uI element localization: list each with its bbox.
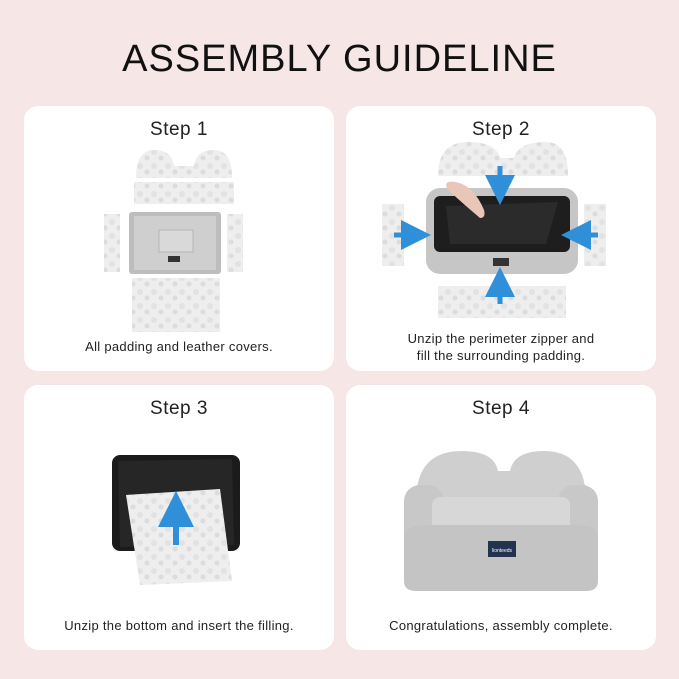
step-4-label: Step 4 [472, 398, 530, 419]
step-1-illustration [24, 106, 334, 371]
padding-piece [136, 150, 232, 178]
step-3-card [24, 385, 334, 650]
step-1-caption: All padding and leather covers. [85, 339, 273, 354]
padding-piece [227, 214, 243, 272]
padding-piece [104, 214, 120, 272]
step-4-illustration [346, 385, 656, 650]
step-3-caption: Unzip the bottom and insert the filling. [64, 618, 294, 633]
step-2-caption-line-2: fill the surrounding padding. [416, 348, 586, 363]
brand-tag [168, 256, 180, 262]
step-3-illustration [24, 385, 334, 650]
step-2-caption-line-1: Unzip the perimeter zipper and [407, 331, 595, 346]
step-2-label: Step 2 [472, 119, 530, 140]
page-title: ASSEMBLY GUIDELINE [122, 38, 557, 80]
step-4-caption: Congratulations, assembly complete. [389, 618, 613, 633]
padding-piece [132, 278, 220, 332]
padding-piece [134, 182, 234, 204]
step-2-card [346, 106, 656, 371]
step-4-card [346, 385, 656, 650]
padding-piece [438, 142, 568, 176]
step-1-label: Step 1 [150, 119, 208, 140]
step-3-label: Step 3 [150, 398, 208, 419]
step-1-card [24, 106, 334, 371]
brand-tag [493, 258, 509, 266]
step-2-caption [346, 330, 656, 364]
brand-tag-text: lionteeds [491, 548, 513, 554]
